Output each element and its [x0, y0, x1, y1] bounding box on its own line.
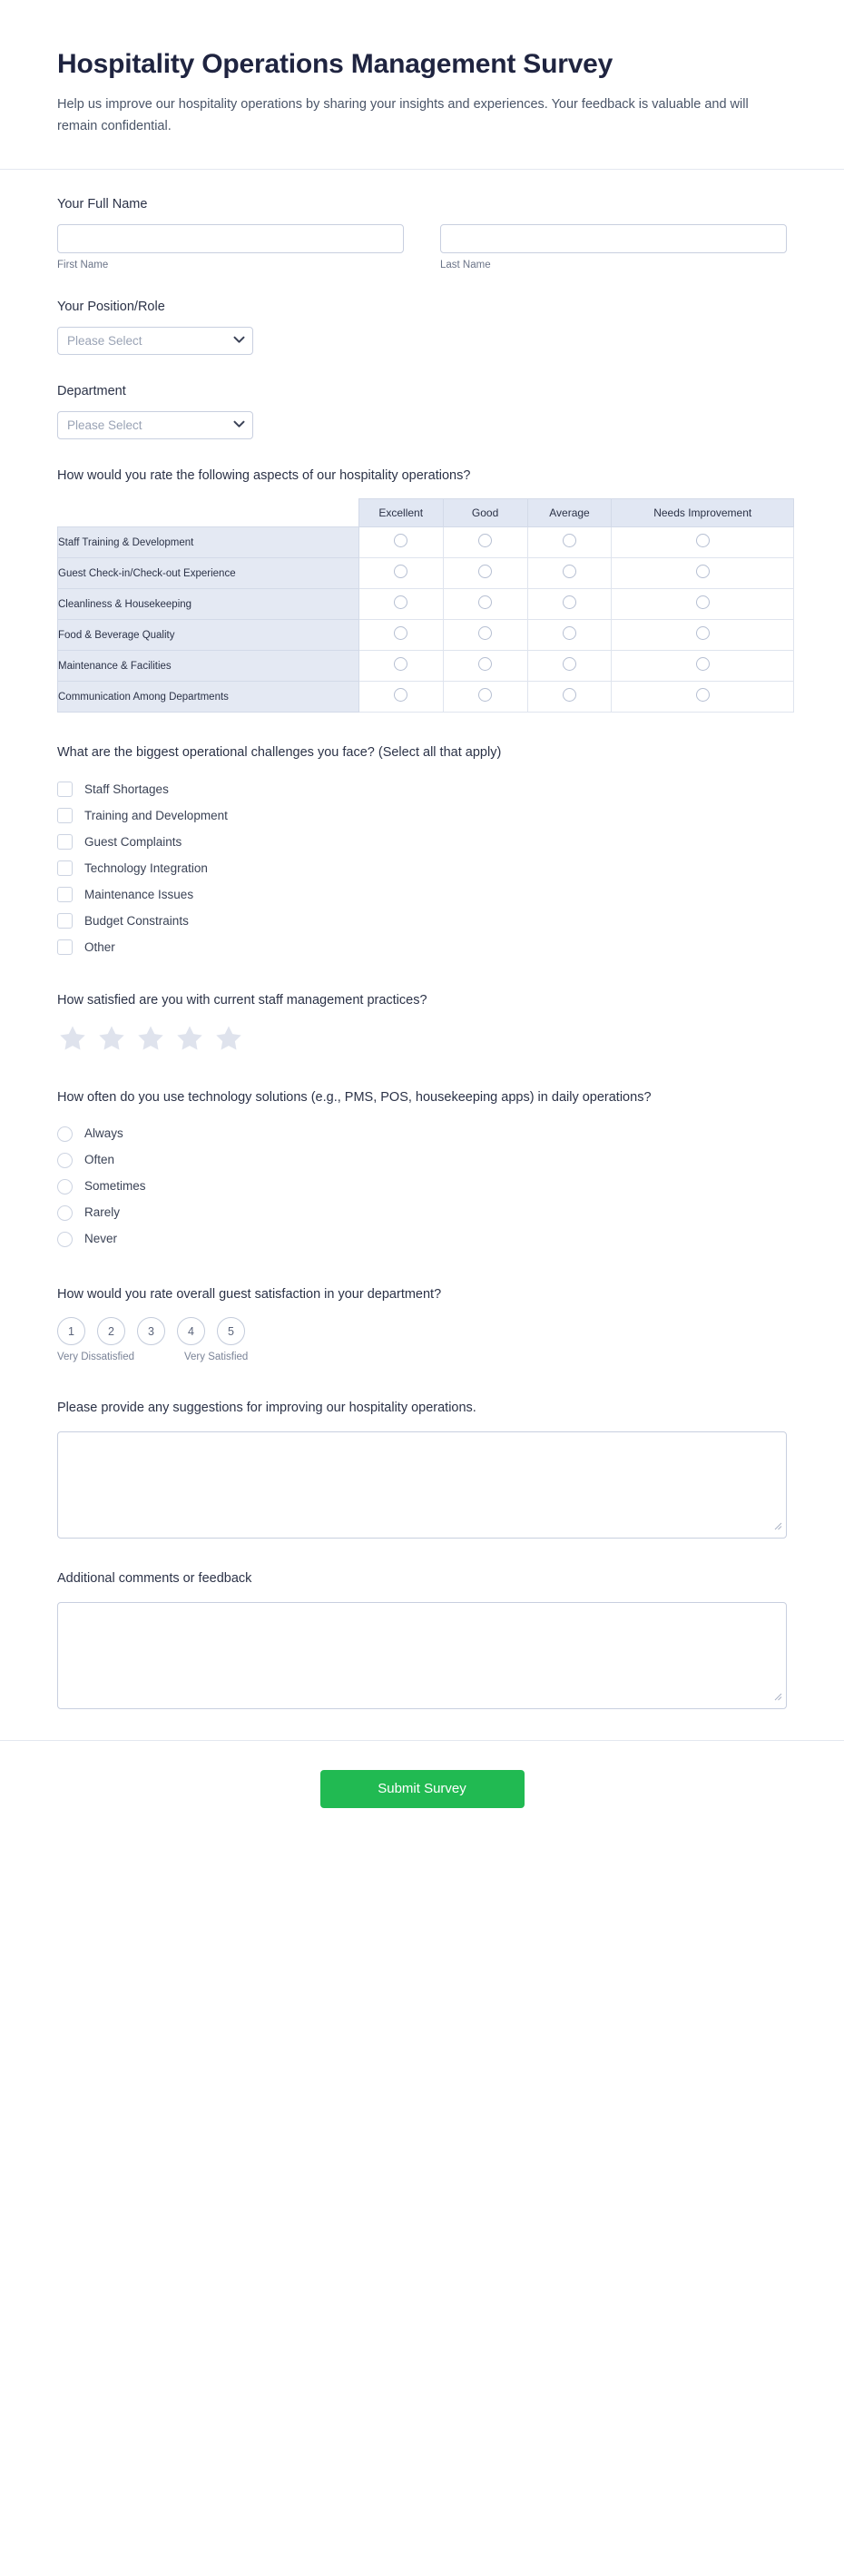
- radio-icon[interactable]: [563, 688, 576, 702]
- matrix-radio-cell[interactable]: [527, 558, 612, 589]
- option-label: Other: [84, 939, 115, 954]
- checkbox-icon[interactable]: [57, 860, 73, 876]
- option-label: Often: [84, 1153, 115, 1167]
- matrix-radio-cell[interactable]: [612, 682, 794, 713]
- radio-icon[interactable]: [57, 1179, 73, 1195]
- list-item[interactable]: [57, 1121, 787, 1147]
- radio-icon[interactable]: [563, 626, 576, 640]
- radio-icon[interactable]: [478, 626, 492, 640]
- radio-icon[interactable]: [563, 657, 576, 671]
- radio-icon[interactable]: [563, 534, 576, 547]
- radio-icon[interactable]: [394, 626, 407, 640]
- matrix-radio-cell[interactable]: [612, 589, 794, 620]
- table-row: [58, 682, 794, 713]
- star-rating-widget[interactable]: [57, 1024, 787, 1054]
- star-icon[interactable]: [174, 1024, 205, 1054]
- position-field-block: [57, 298, 787, 355]
- table-row: [58, 651, 794, 682]
- matrix-row-label: Maintenance & Facilities: [58, 651, 359, 682]
- radio-icon[interactable]: [478, 688, 492, 702]
- list-item[interactable]: [57, 1174, 787, 1200]
- scale-low-label: Very Dissatisfied: [57, 1352, 135, 1363]
- matrix-radio-cell[interactable]: [358, 527, 443, 558]
- option-label: Guest Complaints: [84, 834, 182, 849]
- rating-matrix: [57, 498, 794, 713]
- challenges-field-block: [57, 743, 787, 960]
- table-row: [58, 527, 794, 558]
- technology-use-options-list: [57, 1121, 787, 1253]
- first-name-input[interactable]: [57, 224, 404, 253]
- matrix-radio-cell[interactable]: [527, 651, 612, 682]
- radio-icon[interactable]: [394, 657, 407, 671]
- matrix-radio-cell[interactable]: [358, 620, 443, 651]
- radio-icon[interactable]: [696, 534, 710, 547]
- matrix-radio-cell[interactable]: [443, 682, 527, 713]
- form-footer: [0, 1741, 844, 1848]
- scale-endpoint-labels: [57, 1352, 284, 1366]
- radio-icon[interactable]: [696, 657, 710, 671]
- checkbox-icon[interactable]: [57, 808, 73, 823]
- option-label: Never: [84, 1232, 118, 1246]
- technology-use-question: How often do you use technology solutions (e.g., PMS, POS, housekeeping apps) in daily operations?: [57, 1089, 652, 1105]
- list-item[interactable]: [57, 829, 787, 855]
- matrix-radio-cell[interactable]: [612, 527, 794, 558]
- option-label: Always: [84, 1126, 123, 1141]
- full-name-field-block: [57, 195, 787, 270]
- last-name-column: [440, 224, 787, 270]
- challenges-question: What are the biggest operational challenges you face? (Select all that apply): [57, 745, 502, 761]
- matrix-radio-cell[interactable]: [358, 558, 443, 589]
- radio-icon[interactable]: [57, 1205, 73, 1221]
- position-select[interactable]: Please Select: [57, 327, 253, 355]
- matrix-radio-cell[interactable]: [443, 558, 527, 589]
- table-row: [58, 589, 794, 620]
- matrix-col-header: Good: [443, 499, 527, 527]
- matrix-body: [58, 527, 794, 713]
- matrix-radio-cell[interactable]: [527, 589, 612, 620]
- matrix-radio-cell[interactable]: [443, 527, 527, 558]
- list-item[interactable]: [57, 1226, 787, 1253]
- radio-icon[interactable]: [478, 657, 492, 671]
- list-item[interactable]: [57, 802, 787, 829]
- checkbox-icon[interactable]: [57, 887, 73, 902]
- list-item[interactable]: [57, 1200, 787, 1226]
- radio-icon[interactable]: [563, 565, 576, 578]
- first-name-sublabel: First Name: [57, 259, 109, 270]
- checkbox-icon[interactable]: [57, 939, 73, 955]
- additional-comments-field-block: [57, 1569, 787, 1709]
- scale-widget[interactable]: [57, 1317, 787, 1345]
- radio-icon[interactable]: [394, 565, 407, 578]
- star-icon[interactable]: [135, 1024, 166, 1054]
- checkbox-icon[interactable]: [57, 834, 73, 850]
- star-icon[interactable]: [213, 1024, 244, 1054]
- radio-icon[interactable]: [394, 688, 407, 702]
- additional-comments-textarea-wrap: [57, 1602, 787, 1709]
- checkbox-icon[interactable]: [57, 913, 73, 929]
- radio-icon[interactable]: [696, 595, 710, 609]
- matrix-field-block: [57, 467, 787, 713]
- full-name-label: Your Full Name: [57, 196, 148, 211]
- option-label: Maintenance Issues: [84, 887, 194, 901]
- list-item[interactable]: [57, 1147, 787, 1174]
- form-body: [0, 170, 844, 1709]
- radio-icon[interactable]: [478, 565, 492, 578]
- list-item[interactable]: [57, 855, 787, 881]
- star-rating-field-block: [57, 991, 787, 1054]
- matrix-head: [58, 499, 794, 527]
- checkbox-icon[interactable]: [57, 782, 73, 797]
- form-subtitle: Help us improve our hospitality operations by sharing your insights and experiences. Your feedback is valuable and will remain confidential.: [57, 96, 749, 133]
- option-label: Rarely: [84, 1205, 121, 1220]
- position-label: Your Position/Role: [57, 299, 165, 314]
- matrix-row-label: Guest Check-in/Check-out Experience: [58, 558, 359, 589]
- radio-icon[interactable]: [57, 1232, 73, 1247]
- page-title: Hospitality Operations Management Survey: [57, 49, 613, 79]
- matrix-col-header: Average: [527, 499, 612, 527]
- suggestions-textarea[interactable]: [57, 1431, 787, 1539]
- list-item[interactable]: [57, 881, 787, 908]
- radio-icon[interactable]: [696, 688, 710, 702]
- submit-button[interactable]: Submit Survey: [320, 1770, 525, 1808]
- radio-icon[interactable]: [57, 1126, 73, 1142]
- guest-satisfaction-question: How would you rate overall guest satisfaction in your department?: [57, 1286, 442, 1302]
- radio-icon[interactable]: [563, 595, 576, 609]
- challenges-options-list: [57, 776, 787, 960]
- star-icon[interactable]: [57, 1024, 88, 1054]
- radio-icon[interactable]: [696, 626, 710, 640]
- option-label: Technology Integration: [84, 860, 208, 875]
- star-rating-question: How satisfied are you with current staff management practices?: [57, 993, 427, 1008]
- option-label: Staff Shortages: [84, 782, 169, 796]
- scale-option-4[interactable]: 4: [177, 1317, 205, 1345]
- department-select[interactable]: Please Select: [57, 411, 253, 439]
- table-row: [58, 558, 794, 589]
- department-field-block: [57, 382, 787, 439]
- guest-satisfaction-scale-block: [57, 1285, 787, 1367]
- additional-comments-textarea[interactable]: [57, 1602, 787, 1709]
- matrix-radio-cell[interactable]: [358, 682, 443, 713]
- list-item[interactable]: [57, 908, 787, 934]
- option-label: Budget Constraints: [84, 913, 189, 928]
- additional-comments-label: Additional comments or feedback: [57, 1571, 252, 1587]
- radio-icon[interactable]: [478, 595, 492, 609]
- matrix-row-label: Cleanliness & Housekeeping: [58, 589, 359, 620]
- radio-icon[interactable]: [394, 595, 407, 609]
- matrix-radio-cell[interactable]: [612, 651, 794, 682]
- matrix-radio-cell[interactable]: [443, 620, 527, 651]
- option-label: Training and Development: [84, 808, 228, 822]
- department-select-wrap[interactable]: [57, 411, 253, 439]
- position-select-wrap[interactable]: [57, 327, 253, 355]
- suggestions-field-block: [57, 1399, 787, 1539]
- matrix-radio-cell[interactable]: [358, 589, 443, 620]
- matrix-radio-cell[interactable]: [527, 620, 612, 651]
- matrix-radio-cell[interactable]: [527, 682, 612, 713]
- matrix-radio-cell[interactable]: [443, 651, 527, 682]
- matrix-radio-cell[interactable]: [527, 527, 612, 558]
- scale-high-label: Very Satisfied: [184, 1352, 249, 1363]
- first-name-column: [57, 224, 404, 270]
- radio-icon[interactable]: [394, 534, 407, 547]
- list-item[interactable]: [57, 934, 787, 960]
- matrix-col-header: Needs Improvement: [612, 499, 794, 527]
- name-row: [57, 224, 787, 270]
- table-row: [58, 620, 794, 651]
- department-label: Department: [57, 383, 126, 398]
- matrix-col-header: Excellent: [358, 499, 443, 527]
- matrix-radio-cell[interactable]: [612, 558, 794, 589]
- scale-option-3[interactable]: 3: [137, 1317, 165, 1345]
- matrix-corner-cell: [58, 499, 359, 527]
- option-label: Sometimes: [84, 1179, 146, 1194]
- matrix-radio-cell[interactable]: [612, 620, 794, 651]
- radio-icon[interactable]: [696, 565, 710, 578]
- matrix-radio-cell[interactable]: [358, 651, 443, 682]
- suggestions-textarea-wrap: [57, 1431, 787, 1539]
- scale-option-5[interactable]: 5: [217, 1317, 245, 1345]
- suggestions-label: Please provide any suggestions for improving our hospitality operations.: [57, 1401, 476, 1416]
- matrix-row-label: Staff Training & Development: [58, 527, 359, 558]
- matrix-row-label: Food & Beverage Quality: [58, 620, 359, 651]
- scale-option-2[interactable]: 2: [97, 1317, 125, 1345]
- form-header: [0, 0, 844, 169]
- radio-icon[interactable]: [478, 534, 492, 547]
- star-icon[interactable]: [96, 1024, 127, 1054]
- matrix-header-row: [58, 499, 794, 527]
- scale-option-1[interactable]: 1: [57, 1317, 85, 1345]
- matrix-radio-cell[interactable]: [443, 589, 527, 620]
- last-name-sublabel: Last Name: [440, 259, 491, 270]
- list-item[interactable]: [57, 776, 787, 802]
- technology-use-field-block: [57, 1088, 787, 1253]
- last-name-input[interactable]: [440, 224, 787, 253]
- matrix-row-label: Communication Among Departments: [58, 682, 359, 713]
- matrix-question: How would you rate the following aspects of our hospitality operations?: [57, 467, 471, 483]
- radio-icon[interactable]: [57, 1153, 73, 1168]
